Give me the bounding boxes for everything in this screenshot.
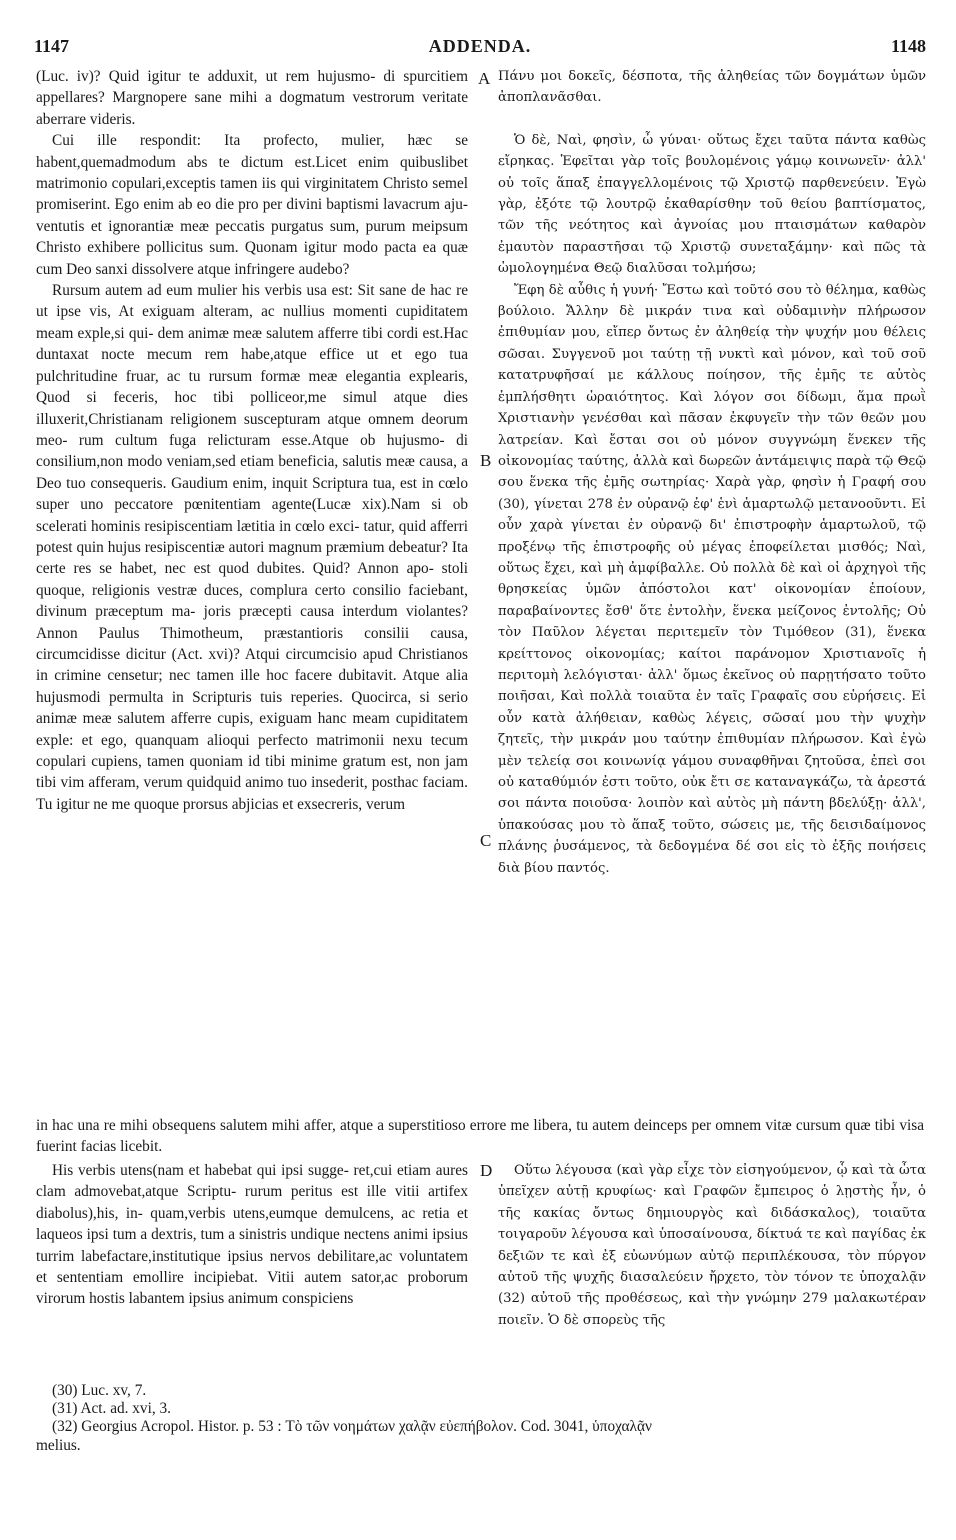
page-number-left: 1147 xyxy=(34,36,70,56)
latin-column-2 xyxy=(36,1160,468,1310)
running-title: ADDENDA. xyxy=(428,36,532,56)
section-marker-c: C xyxy=(480,831,492,850)
running-header xyxy=(34,36,926,60)
greek-paragraph: Ἔφη δὲ αὖθις ἡ γυνή· Ἔστω καὶ τοῦτό σου τὸ θέλημα, καθὼς βούλοιο. Ἄλλην δὲ μικράν τινα καὶ οὐδαμινὴν πλήρωσον ἐπιθυμίαν μου, εἴπερ ὄντως ἐν ἀληθείᾳ τὴν ψυχήν μου θέλεις σῶσαι. Συγγενοῦ μοι ταύτῃ τῇ νυκτὶ καὶ μόνον, καὶ τοῦ σοῦ κατατρυφῆσαί με κάλλους ποίησον, τῆς ἐμῆς τε αὐτὸς ἐμπλήσθητι ὡραιότητος. Καὶ λόγον σοι δίδωμι, ἅμα πρωῒ Χριστιανὴν γενέσθαι καὶ πᾶσαν ἐκφυγεῖν τὴν τῶν θεῶν μου λατρείαν. Καὶ ἔσται σοι οὐ μόνον συγγνώμη ἕνεκεν τῆς οἰκονομίας ταύτης, ἀλλὰ καὶ δωρεῶν ἀντάμειψις παρὰ τῷ Θεῷ σου ἕνεκα τῆς ἐμῆς σωτηρίας· Χαρὰ γὰρ, φησὶν ἡ Γραφή σου (30), γίνεται 278 ἐν οὐρανῷ ἐφ' ἑνὶ ἁμαρτωλῷ μετανοοῦντι. Εἰ οὖν χαρὰ γίνεται ἐν οὐρανῷ δι' ἐπιστροφὴν ἁμαρτωλοῦ, τῷ προξένῳ τῆς ἐπιστροφῆς οὐ μέγας ἐποφείλεται μισθός; Ναὶ, οὕτως ἔχει, καὶ μὴ ἀμφίβαλλε. Οὐ πολλὰ δὲ καὶ οἱ ἀρχηγοὶ τῆς θρησκείας ὑμῶν ἀπόστολοι κατ' οἰκονομίαν ἐποίουν, παραβαίνοντες ἔσθ' ὅτε ἐντολὴν, ἕνεκα μείζονος ἐντολῆς; Οὐ τὸν Παῦλον λέγεται περιτεμεῖν τὸν Τιμόθεον (31), ἕνεκα κρείττονος οἰκονομίας; καίτοι παράνομον Χριστιανοῖς ἡ περιτομὴ λελόγισται· ἀλλ' ὅμως ἐκεῖνος οὐ παρῃτήσατο τοῦτο ποιῆσαι, Καὶ πολλὰ τοιαῦτα ἐν ταῖς Γραφαῖς σου εὑρήσεις. Εἰ οὖν κατὰ ἀλήθειαν, καθὼς λέγεις, σῶσαί μου τὴν ψυχὴν ζητεῖς, τὴν μικράν μου ταύτην ἐπιθυμίαν πλήρωσον. Καὶ ἐγὼ μὲν τελείᾳ σοι κοινωνίᾳ γάμου συναφθῆναι ζητοῦσα, ἐπεὶ σοι οὐ καταθύμιόν ἐστι τοῦτο, οὐκ ἔτι σε καταναγκάζω, τὰ ἀρεστά σοι πάντα ποιοῦσα· λοιπὸν καὶ αὐτὸς μὴ πάντη βδελύξῃ· ἀλλ', ὑπακούσας μου τὸ ἅπαξ τοῦτο, σώσεις με, τῆς δεισιδαίμονος πλάνης ῥυσάμενος, τὰ δεδογμένα δέ σοι εἰς τὸ ἑξῆς ποιήσεις διὰ βίου παντός. xyxy=(498,282,926,876)
latin-paragraph: (Luc. iv)? Quid igitur te adduxit, ut rem hujusmo- di spurcitiem appellares? Margnopere sane mihi a dogmatum vestrorum veritate aberrare videris. xyxy=(36,68,468,128)
page-number-right: 1148 xyxy=(890,36,926,56)
footnote: (31) Act. ad. xvi, 3. xyxy=(52,1400,171,1418)
greek-paragraph: Ὁ δὲ, Ναὶ, φησὶν, ὦ γύναι· οὕτως ἔχει ταῦτα πάντα καθὼς εἴρηκας. Ἐφεῖται γὰρ τοῖς βουλομένοις γάμῳ κοινωνεῖν· ἀλλ' οὐ τοῖς ἅπαξ ἐπαγγελλομένοις τῷ Χριστῷ παρθενεύειν. Ἐγὼ γὰρ, ἐξότε τῷ λουτρῷ ἐκαθαρίσθην τοῦ θείου βαπτίσματος, τῶν τῆς νεότητος καὶ ἀγνοίας μου πταισμάτων καθαρὸν ἐμαυτὸν παραστῆσαι τῷ Χριστῷ συνεταξάμην· καὶ πῶς τὰ ὡμολογημένα Θεῷ διαλῦσαι τολμήσω; xyxy=(498,132,926,277)
latin-paragraph: His verbis utens(nam et habebat qui ipsi sugge- ret,cui etiam aures clam admovebat,atque Scriptu- rurum peritus est ille vitii artifex diabolus),his, in- quam,verbis utens,eumque demulcens, ac retia et laqueos ipsi tum a dextris, tum a sinistris undique nectens animi ipsius turrim labefactare,institutique ipsius nervos debilitare,ac voluntatem et sententiam emollire incipiebat. Vitii autem sator,ac proborum virorum hostis labantem ipsius animum conspiciens xyxy=(36,1162,468,1308)
greek-paragraph: Πάνυ μοι δοκεῖς, δέσποτα, τῆς ἀληθείας τῶν δογμάτων ὑμῶν ἀποπλανᾶσθαι. xyxy=(498,69,926,106)
greek-column-1 xyxy=(498,66,926,879)
latin-column-1 xyxy=(36,66,468,815)
section-marker-d: D xyxy=(480,1161,493,1180)
latin-paragraph: Rursum autem ad eum mulier his verbis usa est: Sit sane de hac re ut ipse vis, At exiguam alteram, ac nullius momenti cupiditatem meam exple,si qui- dem animæ meæ salutem afferre tibi cordi est.Hac duntaxat nocte mecum rem habe,atque effice ut et ego tua pulchritudine fruar, ac tu rursum formæ meæ elegantia explearis, Quod si feceris, hoc tibi polliceor,me simul atque dies illuxerit,Christianam religionem suscepturam atque omnem deorum meo- rum cultum fuga relicturam esse.Atque ob hujusmo- di consilium,non modo veniam,sed etiam beneficia, salutis meæ causa, a Deo tuo consequeris. Gaudium enim, inquit Scriptura tua, est in cœlo super uno peccatore pœnitentiam agente(Lucæ xix).Nam si ob scelerati hominis resipiscentiam lætitia in cœlo exci- tatur, quid afferri potest quin hujus resipiscentiæ autori magnum præmium debeatur? Ita certe res se habet, nec est quod dubites. Quid? Annon apo- stoli quoque, religionis vestræ duces, complura certo consilio faciebant, divinum præceptum ma- joris præcepti causa interdum violantes? Annon Paulus Thimotheum, præstantioris consilii causa, circumcidisse dicitur (Act. xvi)? Atqui circumcisio apud Christianos in crimine censetur; nec tamen ille hoc facere dubitavit. Atque alia hujusmodi permulta in Scripturis tuis reperies. Quocirca, si serio animæ meæ salutem afferre cupis, exiguam hanc meam cupiditatem exple: et ego, quanquam alioqui perfecto matrimonii nexu tecum copulari cupiens, tamen quoniam id tibi minime gratum est, non jam tibi vim afferam, verum quidquid animo tuo insederit, posthac faciam. Tu igitur ne me quoque prorsus abjicias et exsecreris, verum xyxy=(36,282,468,813)
latin-paragraph: Cui ille respondit: Ita profecto, mulier, hæc se habent,quemadmodum abs te dictum est.Licet enim quibuslibet matrimonio copulari,exceptis tamen iis qui virginitatem Christo semel promiserint. Ego enim ab eo die pro per divini baptismi lavacrum aju- ventutis et ignorantiæ meæ peccatis purgatus sum, purum meipsum Christo exhibere pollicitus sum. Quonam igitur modo pacta ea quæ cum Deo sanxi dissolvere atque infringere audebo? xyxy=(36,132,468,278)
full-width-paragraph xyxy=(36,1115,924,1158)
footnote-continuation: melius. xyxy=(36,1436,81,1454)
section-marker-a: A xyxy=(478,69,491,88)
footnote: (32) Georgius Acropol. Histor. p. 53 : Τὸ τῶν νοημάτων χαλᾷν εὐεπήβολον. Cod. 3041, ὑποχαλᾷν xyxy=(52,1418,652,1436)
greek-column-2 xyxy=(498,1160,926,1331)
greek-paragraph: Οὕτω λέγουσα (καὶ γὰρ εἶχε τὸν εἰσηγούμενον, ᾧ καὶ τὰ ὦτα ὑπεῖχεν αὐτῇ κρυφίως· καὶ Γραφῶν ἔμπειρος ὁ λῃστὴς ἦν, ὁ τῆς κακίας ὄντως δημιουργὸς καὶ διδάσκαλος), τοιαῦτα τοιγαροῦν λέγουσα καὶ ὑποσαίνουσα, δίκτυά τε καὶ παγίδας ἐκ δεξιῶν τε καὶ ἐξ εὐωνύμων αὐτῷ περιπλέκουσα, τὸν πύργον αὐτοῦ τῆς ψυχῆς διασαλεύειν ἤρχετο, τὸν τόνον τε ὑποχαλᾷν (32) αὐτοῦ τῆς προθέσεως, καὶ τὴν γνώμην 279 μαλακωτέραν ποιεῖν. Ὁ δὲ σπορεὺς τῆς xyxy=(498,1163,926,1328)
section-marker-b: B xyxy=(480,451,492,470)
full-width-text: in hac una re mihi obsequens salutem mihi affer, atque a superstitioso errore me libera, tu autem deinceps per omnem vitæ cursum quæ tibi visa fuerint facias licebit. xyxy=(36,1117,924,1156)
footnotes xyxy=(36,1382,924,1455)
footnote: (30) Luc. xv, 7. xyxy=(52,1382,147,1399)
